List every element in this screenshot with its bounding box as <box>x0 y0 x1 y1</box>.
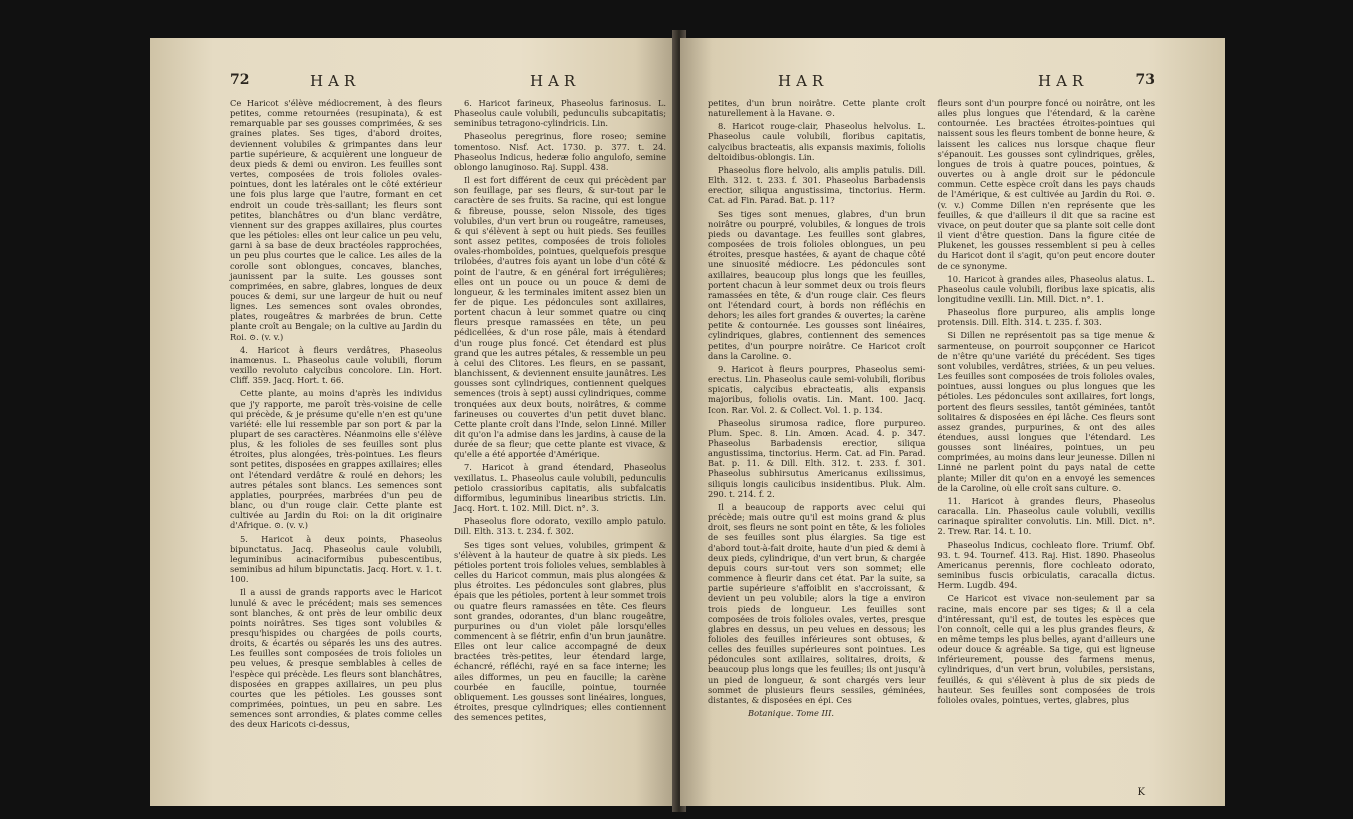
paragraph: Phaseolus sirumosa radice, flore purpureo. Plum. Spec. 8. Lin. Amœn. Acad. 4. p. 347. Phaseolus Barbadensis erectior, siliqua angustissima, tinctorius. Herm. Cat. ad Fin. Parad. Bat. p. 11. & Dill. Elth. 312. t. 233. f. 301. Phaseolus subhirsutus Americanus exilissimus, siliquis longis caulicibus insidentibus. Pluk. Alm. 290. t. 214. f. 2. <box>708 417 926 499</box>
right-page-number: 73 <box>1135 72 1155 88</box>
paragraph: 10. Haricot à grandes ailes, Phaseolus alatus. L. Phaseolus caule volubili, floribus laxe spicatis, alis longitudine vexilli. Lin. Mill. Dict. n°. 1. <box>937 273 1155 304</box>
footer-title: Botanique. Tome III. <box>748 708 834 719</box>
paragraph: petites, d'un brun noirâtre. Cette plante croît naturellement à la Havane. ⊙. <box>708 98 926 119</box>
paragraph: Ses tiges sont menues, glabres, d'un brun noirâtre ou pourpré, volubiles, & longues de trois pieds ou davantage. Les feuilles sont glabres, composées de trois folioles oblongues, un peu étroites, presque hastées, & ayant de chaque côté une sinuosité médiocre. Les pédoncules sont axillaires, beaucoup plus longs que les feuilles, portent chacun à leur sommet deux ou trois fleurs ramassées en tête, & d'un rouge clair. Ces fleurs ont l'étendard court, à bords non réfléchis en dehors; les ailes fort grandes & ouvertes; la carène petite & contournée. Les gousses sont linéaires, cylindriques, glabres, contiennent des semences petites, d'un pourpre noirâtre. Ce Haricot croît dans la Caroline. ⊙. <box>708 208 926 361</box>
right-page <box>680 38 1225 806</box>
paragraph: 6. Haricot farineux, Phaseolus farinosus. L. Phaseolus caule volubili, pedunculis subcapitatis; seminibus tetragono-cylindricis. Lin. <box>454 98 666 129</box>
paragraph: Cette plante, au moins d'après les individus que j'y rapporte, me paroît très-voisine de celle qui précède, & je présume qu'elle n'en est qu'une variété: elle lui ressemble par son port & par la plupart de ses caractères. Néanmoins elle s'élève plus, & les folioles de ses feuilles sont plus étroites, plus alongées, très-pointues. Les fleurs sont petites, disposées en grappes axillaires; elles ont l'étendard verdâtre & roulé en dehors; les autres pétales sont blancs. Les semences sont applaties, pourprées, marbrées d'un peu de blanc, ou d'un rouge clair. Cette plante est cultivée au Jardin du Roi: on la dit originaire d'Afrique. ⊙. (v. v.) <box>230 388 442 531</box>
paragraph: Phaseolus flore odorato, vexillo amplo patulo. Dill. Elth. 313. t. 234. f. 302. <box>454 516 666 537</box>
paragraph: Ce Haricot est vivace non-seulement par sa racine, mais encore par ses tiges; & il a cela d'intéressant, qu'il est, de toutes les espèces que l'on connoît, celle qui a les plus grandes fleurs, & en même temps les plus belles, ayant d'ailleurs une odeur douce & agréable. Sa tige, qui est ligneuse inférieurement, pousse des farmens menus, cylindriques, d'un vert brun, volubiles, persistans, feuillés, & qui s'élèvent à plus de six pieds de hauteur. Ses feuilles sont composées de trois folioles ovales, pointues, vertes, glabres, plus <box>937 593 1155 705</box>
right-column-2 <box>938 98 1156 721</box>
left-column-2 <box>454 98 666 733</box>
paragraph: 8. Haricot rouge-clair, Phaseolus helvolus. L. Phaseolus caule volubili, floribus capitatis, calycibus bracteatis, alis expansis maximis, foliolis deltoidibus-oblongis. Lin. <box>708 121 926 162</box>
paragraph: Phaseolus flore helvolo, alis amplis patulis. Dill. Elth. 312. t. 233. f. 301. Phaseolus Barbadensis erectior, siliqua angustissima, tinctorius. Herm. Cat. ad Fin. Parad. Bat. p. 11? <box>708 164 926 206</box>
left-head-title-1: HAR <box>310 72 361 90</box>
signature-mark: K <box>1137 787 1145 798</box>
paragraph: fleurs sont d'un pourpre foncé ou noirâtre, ont les ailes plus longues que l'étendard, & la carène contournée. Les bractées étroites-pointues qui naissent sous les fleurs tombent de bonne heure, & laissent les calices nus lorsque chaque fleur s'épanouit. Les gousses sont cylindriques, grêles, longues de trois à quatre pouces, pointues, & ouvertes ou à angle droit sur le pédoncule commun. Cette espèce croît dans les pays chauds de l'Amérique, & est cultivée au Jardin du Roi. ⊙. (v. v.) Comme Dillen n'en représente que les feuilles, & que d'ailleurs il dit que sa racine est vivace, on peut douter que sa plante soit celle dont il vient d'être question. Dans la figure citée de Plukenet, les gousses ressemblent si peu à celles du Haricot dont il s'agit, qu'on peut encore douter de ce synonyme. <box>937 98 1155 271</box>
paragraph: Ce Haricot s'élève médiocrement, à des fleurs petites, comme retournées (resupinata), & est remarquable par ses gousses comprimées, & ses graines plates. Ses tiges, d'abord droites, deviennent volubiles & grimpantes dans leur partie supérieure, & acquièrent une longueur de deux pieds & demi ou environ. Les feuilles sont vertes, composées de trois folioles ovales-pointues, dont les latérales ont le côté extérieur une fois plus large que l'autre, formant en cet endroit un coude très-saillant; les fleurs sont petites, blanchâtres ou d'un blanc verdâtre, viennent sur des grappes axillaires, plus courtes que les pétioles: elles ont leur calice un peu velu, garni à sa base de deux bractéoles rapprochées, un peu plus courtes que le calice. Les ailes de la corolle sont oblongues, concaves, blanches, jaunissent par la suite. Les gousses sont comprimées, en sabre, glabres, longues de deux pouces & demi, sur une largeur de huit ou neuf lignes. Les semences sont ovales obrondes, plates, rougeâtres & marbrées de brun. Cette plante croît au Bengale; on la cultive au Jardin du Roi. ⊙. (v. v.) <box>230 98 442 342</box>
paragraph: Il est fort différent de ceux qui précèdent par son feuillage, par ses fleurs, & sur-tout par le caractère de ses fruits. Sa racine, qui est longue & fibreuse, pousse, selon Nissole, des tiges volubiles, d'un vert brun ou rougeâtre, rameuses, & qui s'élèvent à sept ou huit pieds. Ses feuilles sont assez petites, composées de trois folioles ovales-rhomboïdes, pointues, quelquefois presque trilobées, d'autres fois ayant un lobe d'un côté & point de l'autre, & en général fort irrégulières; elles ont un pouce ou un pouce & demi de longueur, & les terminales imitent assez bien un fer de pique. Les pédoncules sont axillaires, portent chacun à leur sommet quatre ou cinq fleurs presque ramassées en tête, un peu pédicellées, & d'un rose pâle, mais à étendard d'un rouge plus foncé. Cet étendard est plus grand que les autres pétales, & ressemble un peu à celui des Clitores. Les fleurs, en se passant, blanchissent, & deviennent ensuite jaunâtres. Les gousses sont cylindriques, contiennent quelques semences (trois à sept) aussi cylindriques, comme tronquées aux deux bouts, noirâtres, & comme farineuses ou couvertes d'un petit duvet blanc. Cette plante croît dans l'Inde, selon Linné. Miller dit qu'on l'a admise dans les jardins, à cause de la durée de sa fleur; que cette plante est vivace, & qu'elle a été apportée d'Amérique. <box>454 175 666 460</box>
paragraph: 7. Haricot à grand étendard, Phaseolus vexillatus. L. Phaseolus caule volubili, pedunculis petiolo crassioribus capitatis, alis subfalcatis difformibus, leguminibus linearibus strictis. Lin. Jacq. Hort. t. 102. Mill. Dict. n°. 3. <box>454 462 666 514</box>
paragraph: Phaseolus peregrinus, flore roseo; semine tomentoso. Nisf. Act. 1730. p. 377. t. 24. Phaseolus Indicus, hederæ folio angulofo, semine oblongo lanuginoso. Raj. Suppl. 438. <box>454 131 666 172</box>
left-head-title-2: HAR <box>530 72 581 90</box>
left-column-1 <box>230 98 442 733</box>
left-page <box>150 38 678 806</box>
paragraph: 4. Haricot à fleurs verdâtres, Phaseolus inamœnus. L. Phaseolus caule volubili, florum vexillo revoluto calycibus concolore. Lin. Hort. Cliff. 359. Jacq. Hort. t. 66. <box>230 344 442 386</box>
paragraph: 5. Haricot à deux points, Phaseolus bipunctatus. Jacq. Phaseolus caule volubili, leguminibus acinaciformibus pubescentibus, seminibus ad hilum bipunctatis. Jacq. Hort. v. 1. t. 100. <box>230 533 442 585</box>
left-page-number: 72 <box>230 72 250 88</box>
right-head-title-1: HAR <box>778 72 829 90</box>
paragraph: Il a beaucoup de rapports avec celui qui précède; mais outre qu'il est moins grand & plus droit, ses fleurs ne sont point en tête, & les folioles de ses feuilles sont plus élargies. Sa tige est d'abord tout-à-fait droite, haute d'un pied & demi à deux pieds, cylindrique, d'un vert brun, & chargée depuis cours sur-tout vers son sommet; elle commence à fleurir dans cet état. Par la suite, sa partie supérieure s'affoiblit en s'accroissant, & devient un peu volubile; alors la tige a environ trois pieds de longueur. Les feuilles sont composées de trois folioles ovales, vertes, presque glabres en dessus, un peu velues en dessous; les folioles des feuilles inférieures sont obtuses, & celles des feuilles supérieures sont pointues. Les pédoncules sont axillaires, solitaires, droits, & beaucoup plus longs que les feuilles; ils ont jusqu'à un pied de longueur, & sont chargés vers leur sommet de plusieurs fleurs sessiles, géminées, distantes, & disposées en épi. Ces <box>708 501 926 705</box>
right-column-1 <box>708 98 926 721</box>
paragraph: Phaseolus flore purpureo, alis amplis longe protensis. Dill. Elth. 314. t. 235. f. 303. <box>937 307 1155 328</box>
right-head-title-2: HAR <box>1038 72 1089 90</box>
paragraph: Si Dillen ne représentoit pas sa tige menue & sarmenteuse, on pourroit soupçonner ce Haricot de n'être qu'une variété du précédent. Ses tiges sont volubiles, verdâtres, striées, & un peu velues. Les feuilles sont composées de trois folioles ovales, pointues, aussi longues ou plus longues que les pétioles. Les pédoncules sont axillaires, fort longs, portent des fleurs sessiles, tantôt géminées, tantôt solitaires & disposées en épi lâche. Ces fleurs sont assez grandes, purpurines, & ont des ailes étendues, aussi longues que l'étendard. Les gousses sont linéaires, pointues, un peu comprimées, au moins dans leur jeunesse. Dillen ni Linné ne parlent point du pays natal de cette plante; Miller dit qu'on en a envoyé les semences de la Caroline, où elle croît sans culture. ⊙. <box>937 330 1155 493</box>
paragraph: 11. Haricot à grandes fleurs, Phaseolus caracalla. Lin. Phaseolus caule volubili, vexillis carinaque spiraliter convolutis. Lin. Mill. Dict. n°. 2. Trew. Rar. 14. t. 10. <box>937 495 1155 537</box>
paragraph: Phaseolus Indicus, cochleato flore. Triumf. Obf. 93. t. 94. Tournef. 413. Raj. Hist. 1890. Phaseolus Americanus perennis, flore cochleato odorato, seminibus fuscis orbiculatis, caracalla dictus. Herm. Lugdb. 494. <box>937 539 1155 591</box>
paragraph: 9. Haricot à fleurs pourpres, Phaseolus semi-erectus. Lin. Phaseolus caule semi-volubili, floribus spicatis, calycibus ebracteatis, alis expansis majoribus, foliolis ovatis. Lin. Mant. 100. Jacq. Icon. Rar. Vol. 2. & Collect. Vol. 1. p. 134. <box>708 363 926 415</box>
left-running-head <box>230 72 666 98</box>
paragraph: Ses tiges sont velues, volubiles, grimpent & s'élèvent à la hauteur de quatre à six pieds. Les pétioles portent trois folioles velues, semblables à celles du Haricot commun, mais plus alongées & plus étroites. Les pédoncules sont glabres, plus épais que les pétioles, portent à leur sommet trois ou quatre fleurs ramassées en tête. Ces fleurs sont grandes, odorantes, d'un blanc rougeâtre, purpurines ou d'un violet pâle lorsqu'elles commencent à se flétrir, enfin d'un brun jaunâtre. Elles ont leur calice accompagné de deux bractées très-petites, leur étendard large, échancré, réfléchi, rayé en sa face interne; les ailes difformes, un peu en faucille; la carène courbée en faucille, pointue, tournée obliquement. Les gousses sont linéaires, longues, étroites, presque cylindriques; elles contiennent des semences petites, <box>454 539 666 723</box>
right-running-head <box>708 72 1155 98</box>
paragraph: Il a aussi de grands rapports avec le Haricot lunulé & avec le précédent; mais ses semences sont blanches, & ont près de leur ombilic deux points noirâtres. Ses tiges sont volubiles & presqu'hispides ou chargées de poils courts, droits, & écartés ou séparés les uns des autres. Les feuilles sont composées de trois folioles un peu velues, & presque semblables à celles de l'espèce qui précède. Les fleurs sont blanchâtres, disposées en grappes axillaires, un peu plus courtes que les pétioles. Les gousses sont comprimées, pointues, un peu en sabre. Les semences sont arrondies, & plates comme celles des deux Haricots ci-dessus, <box>230 587 442 730</box>
